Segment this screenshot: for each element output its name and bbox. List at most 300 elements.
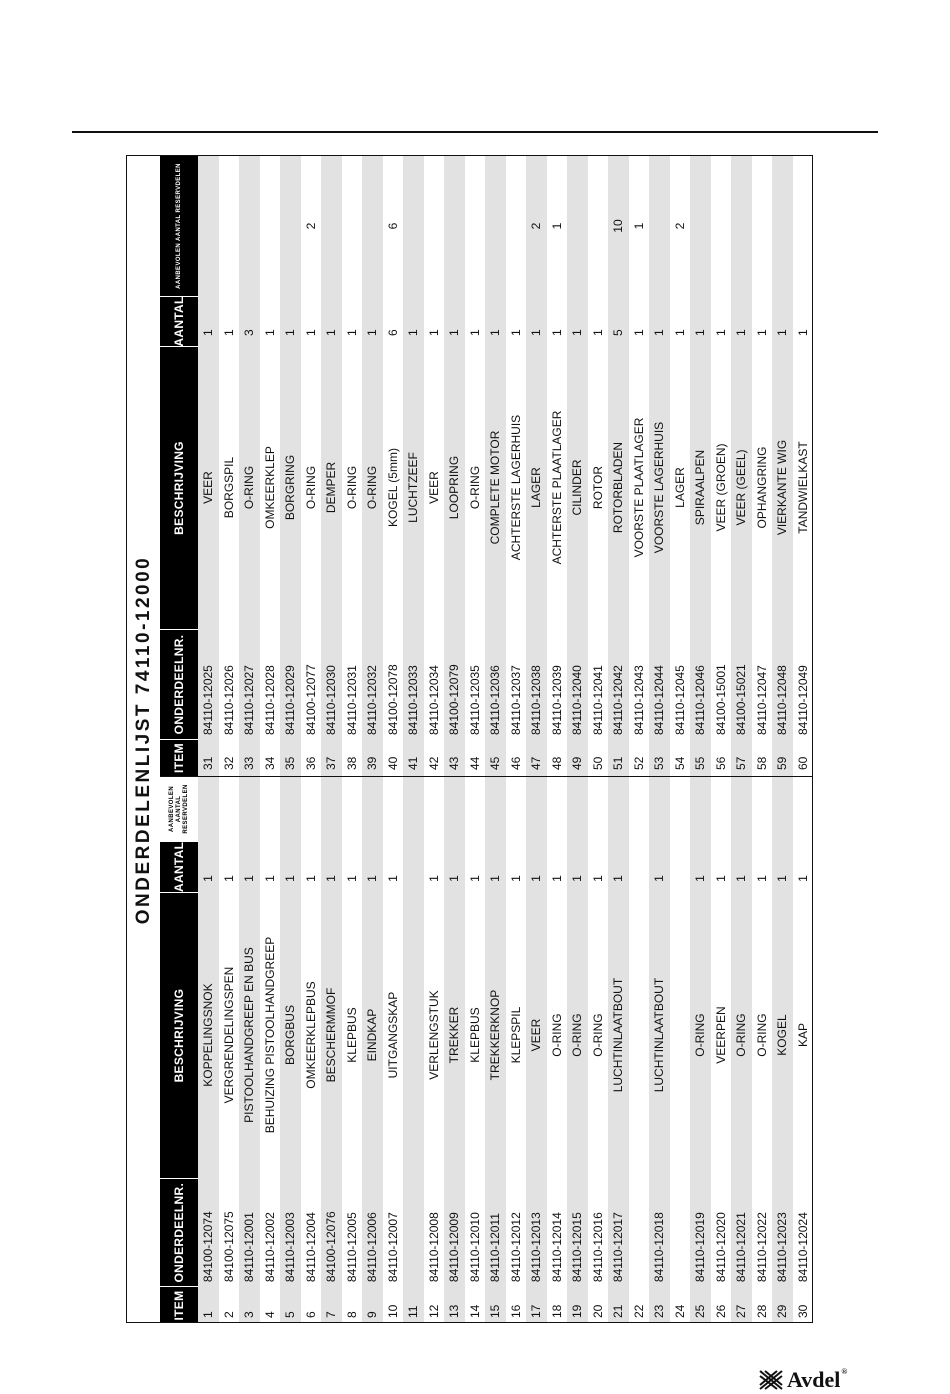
- page-title: ONDERDELENLIJST 74110-12000: [132, 555, 154, 925]
- cell-desc: LOOPRING: [447, 455, 462, 520]
- cell-desc: EINDKAP: [365, 1008, 380, 1062]
- header-qty: AANTAL: [160, 841, 198, 892]
- cell-item: 49: [570, 756, 585, 770]
- cell-part: 84110-12029: [283, 665, 298, 735]
- cell-part: 84110-12021: [734, 1212, 749, 1283]
- cell-qty: 1: [590, 329, 605, 336]
- cell-part: 84110-12045: [672, 665, 687, 735]
- header-qty: AANTAL: [160, 296, 198, 346]
- cell-part: 84110-12001: [242, 1212, 257, 1283]
- cell-item: 40: [385, 756, 400, 770]
- table-row: [670, 156, 691, 776]
- rotated-table: [127, 156, 813, 1323]
- cell-item: 58: [754, 756, 769, 770]
- cell-part: 84110-12036: [488, 665, 503, 735]
- cell-qty: 1: [242, 875, 257, 882]
- cell-qty: 1: [652, 329, 667, 336]
- rows-right: [198, 156, 813, 776]
- table-row: [239, 777, 260, 1323]
- cell-qty: 1: [385, 875, 400, 882]
- cell-item: 27: [734, 1304, 749, 1318]
- cell-desc: VEER (GEEL): [734, 449, 749, 526]
- cell-item: 31: [201, 756, 216, 770]
- cell-part: 84110-12009: [447, 1212, 462, 1283]
- cell-qty: 1: [201, 875, 216, 882]
- cell-desc: OMKEERKLEPBUS: [303, 981, 318, 1089]
- cell-qty: 1: [795, 875, 810, 882]
- table-header-left: [160, 777, 198, 1323]
- header-spare: AANBEVOLEN AANTAL RESERVDELEN: [160, 777, 198, 841]
- cell-part: 84100-12079: [447, 664, 462, 735]
- cell-part: 84110-12041: [590, 665, 605, 735]
- cell-qty: 1: [672, 329, 687, 336]
- cell-part: 84110-12026: [221, 665, 236, 735]
- cell-desc: VEER: [201, 471, 216, 504]
- cell-part: 84110-12037: [508, 665, 523, 735]
- cell-qty: 1: [734, 875, 749, 882]
- cell-item: 42: [426, 756, 441, 770]
- cell-qty: 1: [262, 875, 277, 882]
- cell-qty: 1: [652, 875, 667, 882]
- cell-item: 35: [283, 756, 298, 770]
- cell-part: 84100-12074: [201, 1211, 216, 1283]
- cell-item: 51: [611, 756, 626, 770]
- cell-item: 55: [693, 756, 708, 770]
- table-row: [260, 777, 281, 1323]
- cell-qty: 3: [242, 329, 257, 336]
- cell-qty: 1: [570, 875, 585, 882]
- table-row: [629, 156, 650, 776]
- table-row: [547, 777, 568, 1323]
- table-row: [321, 777, 342, 1323]
- cell-part: 84110-12003: [283, 1212, 298, 1283]
- cell-desc: KOGEL (5mm): [385, 448, 400, 527]
- cell-item: 15: [488, 1304, 503, 1318]
- table-row: [280, 156, 301, 776]
- cell-desc: KLEPBUS: [467, 1007, 482, 1063]
- cell-item: 7: [324, 1311, 339, 1318]
- cell-desc: BORGSPIL: [221, 456, 236, 519]
- cell-desc: BEHUIZING PISTOOLHANDGREEP: [262, 936, 277, 1134]
- cell-qty: 1: [570, 329, 585, 336]
- cell-desc: O-RING: [734, 1013, 749, 1057]
- table-row: [608, 777, 629, 1323]
- cell-part: 84110-12014: [549, 1212, 564, 1283]
- table-row: [526, 156, 547, 776]
- title-band: [127, 156, 160, 1323]
- table-row: [649, 156, 670, 776]
- cell-desc: O-RING: [467, 465, 482, 510]
- cell-qty: 1: [795, 329, 810, 336]
- table-row: [280, 777, 301, 1323]
- cell-item: 5: [283, 1311, 298, 1318]
- table-row: [485, 156, 506, 776]
- table-row: [403, 156, 424, 776]
- cell-part: 84110-12044: [652, 665, 667, 735]
- cell-spare: 2: [672, 222, 687, 230]
- cell-item: 60: [795, 756, 810, 770]
- table-row: [731, 777, 752, 1323]
- cell-desc: O-RING: [570, 1013, 585, 1057]
- cell-part: 84110-12007: [385, 1212, 400, 1283]
- cell-item: 36: [303, 756, 318, 770]
- cell-item: 1: [201, 1311, 216, 1318]
- cell-part: 84110-12030: [324, 665, 339, 735]
- cell-item: 14: [467, 1304, 482, 1318]
- cell-desc: ACHTERSTE PLAATLAGER: [549, 410, 564, 565]
- cell-part: 84110-12016: [590, 1212, 605, 1283]
- table-row: [731, 156, 752, 776]
- header-part: ONDERDEELNR.: [160, 1178, 198, 1286]
- cell-qty: 1: [365, 329, 380, 336]
- table-row: [342, 156, 363, 776]
- cell-qty: 1: [426, 875, 441, 882]
- cell-desc: LUCHTZEEF: [406, 452, 421, 523]
- cell-qty: 1: [529, 875, 544, 882]
- table-row: [198, 156, 219, 776]
- cell-item: 23: [652, 1304, 667, 1318]
- cell-part: 84110-12012: [508, 1212, 523, 1283]
- cell-desc: O-RING: [242, 465, 257, 510]
- cell-qty: 1: [508, 875, 523, 882]
- cell-part: 84110-12047: [754, 665, 769, 735]
- cell-qty: 1: [775, 329, 790, 336]
- cell-part: 84110-12006: [365, 1212, 380, 1283]
- cell-item: 45: [488, 756, 503, 770]
- cell-qty: 1: [775, 875, 790, 882]
- cell-desc: O-RING: [754, 1013, 769, 1057]
- cell-desc: COMPLETE MOTOR: [488, 430, 503, 545]
- cell-item: 29: [775, 1304, 790, 1318]
- cell-part: 84110-12048: [775, 665, 790, 735]
- cell-spare: 1: [631, 222, 646, 230]
- cell-part: 84110-12046: [693, 665, 708, 735]
- cell-item: 43: [447, 756, 462, 770]
- header-item: ITEM: [160, 1286, 198, 1323]
- cell-qty: 1: [713, 875, 728, 882]
- avdel-mark-icon: [758, 1369, 784, 1391]
- cell-desc: TANDWIELKAST: [795, 441, 810, 534]
- cell-part: 84110-12002: [262, 1212, 277, 1283]
- table-row: [444, 777, 465, 1323]
- cell-part: 84110-12034: [426, 665, 441, 735]
- cell-part: 84110-12043: [631, 665, 646, 735]
- cell-part: 84110-12015: [570, 1212, 585, 1283]
- cell-item: 44: [467, 756, 482, 770]
- cell-qty: 1: [283, 875, 298, 882]
- table-row: [485, 777, 506, 1323]
- cell-qty: 1: [344, 329, 359, 336]
- cell-desc: KOPPELINGSNOK: [201, 983, 216, 1087]
- table-row: [424, 156, 445, 776]
- cell-desc: VEER (GROEN): [713, 443, 728, 532]
- cell-item: 3: [242, 1311, 257, 1318]
- table-row: [588, 156, 609, 776]
- table-row: [547, 156, 568, 776]
- table-row: [444, 156, 465, 776]
- cell-item: 38: [344, 756, 359, 770]
- cell-qty: 1: [488, 329, 503, 336]
- cell-qty: 1: [590, 875, 605, 882]
- table-row: [424, 777, 445, 1323]
- cell-part: 84110-12032: [365, 665, 380, 735]
- table-row: [772, 777, 793, 1323]
- cell-part: 84110-12008: [426, 1212, 441, 1283]
- table-left: [160, 776, 813, 1323]
- cell-part: 84110-12042: [611, 665, 626, 735]
- cell-spare: 10: [611, 219, 626, 233]
- cell-desc: VIERKANTE WIG: [775, 439, 790, 536]
- header-desc: BESCHRIJVING: [160, 892, 198, 1178]
- cell-desc: LAGER: [672, 467, 687, 508]
- cell-item: 33: [242, 756, 257, 770]
- cell-item: 41: [406, 756, 421, 770]
- table-row: [362, 156, 383, 776]
- cell-part: 84110-12035: [467, 665, 482, 735]
- cell-item: 52: [631, 756, 646, 770]
- table-row: [403, 777, 424, 1323]
- cell-part: 84110-12011: [488, 1213, 503, 1283]
- table-row: [198, 777, 219, 1323]
- cell-item: 17: [529, 1304, 544, 1318]
- table-row: [301, 156, 322, 776]
- cell-part: 84110-12024: [795, 1212, 810, 1283]
- cell-desc: LUCHTINLAATBOUT: [611, 977, 626, 1093]
- table-row: [506, 156, 527, 776]
- cell-part: 84100-15001: [713, 664, 728, 735]
- cell-desc: VEER: [426, 471, 441, 504]
- cell-qty: 1: [611, 875, 626, 882]
- cell-qty: 1: [344, 875, 359, 882]
- cell-item: 30: [795, 1304, 810, 1318]
- cell-part: 84110-12031: [344, 665, 359, 735]
- cell-item: 48: [549, 756, 564, 770]
- cell-item: 6: [303, 1311, 318, 1318]
- cell-qty: 1: [447, 329, 462, 336]
- cell-part: 84110-12023: [775, 1212, 790, 1283]
- cell-qty: 1: [221, 875, 236, 882]
- table-row: [383, 156, 404, 776]
- top-rule: [72, 131, 878, 133]
- cell-qty: 1: [713, 329, 728, 336]
- cell-desc: O-RING: [303, 465, 318, 510]
- cell-part: 84110-12039: [549, 665, 564, 735]
- cell-part: 84110-12017: [611, 1212, 626, 1283]
- cell-desc: O-RING: [549, 1013, 564, 1057]
- table-row: [793, 777, 814, 1323]
- table-row: [465, 777, 486, 1323]
- cell-qty: 1: [754, 875, 769, 882]
- cell-item: 28: [754, 1304, 769, 1318]
- table-row: [567, 777, 588, 1323]
- cell-qty: 1: [488, 875, 503, 882]
- cell-item: 34: [262, 756, 277, 770]
- header-spare: AANBEVOLEN AANTAL RESERVDELEN: [175, 163, 182, 289]
- table-row: [608, 156, 629, 776]
- cell-part: 84110-12028: [262, 665, 277, 735]
- cell-spare: 2: [529, 222, 544, 230]
- cell-qty: 1: [693, 875, 708, 882]
- cell-desc: O-RING: [344, 465, 359, 510]
- cell-spare: 6: [385, 222, 400, 230]
- table-row: [301, 777, 322, 1323]
- cell-qty: 1: [324, 875, 339, 882]
- cell-qty: 6: [385, 329, 400, 336]
- cell-desc: BORGRING: [283, 454, 298, 521]
- cell-desc: UITGANGSKAP: [385, 991, 400, 1079]
- cell-desc: OPHANGRING: [754, 446, 769, 529]
- cell-desc: ACHTERSTE LAGERHUIS: [508, 414, 523, 561]
- table-row: [793, 156, 814, 776]
- table-row: [321, 156, 342, 776]
- header-part: ONDERDEELNR.: [160, 629, 198, 739]
- table-right: [160, 156, 813, 776]
- table-row: [506, 777, 527, 1323]
- cell-desc: SPIRAALPEN: [693, 449, 708, 526]
- cell-part: 84110-12022: [754, 1212, 769, 1283]
- cell-desc: KLEPBUS: [344, 1007, 359, 1063]
- cell-desc: BORGBUS: [283, 1005, 298, 1066]
- cell-item: 22: [631, 1304, 646, 1318]
- cell-spare: 2: [303, 222, 318, 230]
- cell-desc: OMKEERKLEP: [262, 446, 277, 529]
- table-row: [588, 777, 609, 1323]
- cell-part: 84110-12038: [529, 665, 544, 735]
- cell-item: 39: [365, 756, 380, 770]
- table-row: [260, 156, 281, 776]
- cell-item: 13: [447, 1304, 462, 1318]
- cell-item: 57: [734, 756, 749, 770]
- cell-qty: 1: [631, 329, 646, 336]
- header-desc: BESCHRIJVING: [160, 346, 198, 629]
- table-row: [772, 156, 793, 776]
- cell-desc: O-RING: [365, 465, 380, 510]
- table-row: [219, 777, 240, 1323]
- cell-qty: 1: [549, 329, 564, 336]
- cell-part: 84110-12033: [406, 665, 421, 735]
- cell-item: 9: [365, 1311, 380, 1318]
- rows-left: [198, 777, 813, 1323]
- cell-desc: CILINDER: [570, 459, 585, 516]
- cell-desc: TREKKERKNOP: [488, 989, 503, 1081]
- cell-desc: DEMPER: [324, 461, 339, 514]
- table-row: [752, 777, 773, 1323]
- cell-item: 18: [549, 1304, 564, 1318]
- table-row: [752, 156, 773, 776]
- cell-qty: 1: [201, 329, 216, 336]
- cell-desc: VOORSTE PLAATLAGER: [631, 417, 646, 558]
- cell-part: 84110-12049: [795, 665, 810, 735]
- table-header-right: [160, 156, 198, 776]
- cell-item: 25: [693, 1304, 708, 1318]
- cell-item: 24: [672, 1304, 687, 1318]
- cell-desc: PISTOOLHANDGREEP EN BUS: [242, 947, 257, 1123]
- cell-qty: 1: [365, 875, 380, 882]
- cell-desc: ROTORBLADEN: [611, 441, 626, 534]
- cell-part: 84110-12025: [201, 665, 216, 735]
- cell-part: 84110-12020: [713, 1212, 728, 1283]
- table-row: [362, 777, 383, 1323]
- cell-desc: VERLENGSTUK: [426, 990, 441, 1080]
- table-row: [342, 777, 363, 1323]
- cell-part: 84100-12076: [324, 1211, 339, 1283]
- table-row: [690, 156, 711, 776]
- cell-item: 53: [652, 756, 667, 770]
- cell-part: 84110-12019: [693, 1212, 708, 1283]
- cell-qty: 1: [406, 329, 421, 336]
- cell-part: 84110-12010: [467, 1212, 482, 1283]
- parts-list-frame: [126, 155, 813, 1323]
- cell-qty: 1: [549, 875, 564, 882]
- table-row: [239, 156, 260, 776]
- cell-item: 26: [713, 1304, 728, 1318]
- cell-qty: 1: [693, 329, 708, 336]
- cell-part: 84100-12077: [303, 664, 318, 735]
- cell-qty: 1: [467, 329, 482, 336]
- cell-desc: O-RING: [590, 1013, 605, 1057]
- table-row: [649, 777, 670, 1323]
- cell-desc: KAP: [795, 1023, 810, 1048]
- cell-qty: 1: [734, 329, 749, 336]
- cell-item: 59: [775, 756, 790, 770]
- cell-item: 21: [611, 1304, 626, 1318]
- cell-qty: 1: [303, 875, 318, 882]
- cell-desc: LAGER: [529, 467, 544, 508]
- cell-qty: 5: [611, 329, 626, 336]
- cell-item: 4: [262, 1311, 277, 1318]
- cell-qty: 1: [283, 329, 298, 336]
- cell-qty: 1: [508, 329, 523, 336]
- cell-part: 84100-15021: [734, 664, 749, 735]
- cell-qty: 1: [467, 875, 482, 882]
- cell-item: 10: [385, 1304, 400, 1318]
- cell-qty: 1: [262, 329, 277, 336]
- cell-desc: KLEPSPIL: [508, 1006, 523, 1064]
- table-row: [690, 777, 711, 1323]
- cell-part: 84110-12027: [242, 665, 257, 735]
- cell-qty: 1: [221, 329, 236, 336]
- cell-desc: VEERPEN: [713, 1006, 728, 1064]
- table-row: [383, 777, 404, 1323]
- cell-qty: 1: [754, 329, 769, 336]
- table-row: [465, 156, 486, 776]
- cell-item: 56: [713, 756, 728, 770]
- cell-desc: TREKKER: [447, 1006, 462, 1064]
- cell-item: 37: [324, 756, 339, 770]
- cell-desc: ROTOR: [590, 465, 605, 510]
- cell-qty: 1: [447, 875, 462, 882]
- table-row: [711, 777, 732, 1323]
- cell-item: 54: [672, 756, 687, 770]
- cell-qty: 1: [303, 329, 318, 336]
- cell-qty: 1: [324, 329, 339, 336]
- table-row: [711, 156, 732, 776]
- table-row: [526, 777, 547, 1323]
- cell-item: 11: [406, 1305, 421, 1318]
- cell-desc: VOORSTE LAGERHUIS: [652, 421, 667, 554]
- cell-qty: 1: [426, 329, 441, 336]
- cell-item: 8: [344, 1311, 359, 1318]
- cell-item: 50: [590, 756, 605, 770]
- cell-desc: KOGEL: [775, 1014, 790, 1056]
- table-row: [567, 156, 588, 776]
- cell-item: 32: [221, 756, 236, 770]
- cell-qty: 1: [529, 329, 544, 336]
- cell-item: 46: [508, 756, 523, 770]
- cell-part: 84110-12040: [570, 665, 585, 735]
- cell-part: 84100-12075: [221, 1211, 236, 1283]
- cell-item: 20: [590, 1304, 605, 1318]
